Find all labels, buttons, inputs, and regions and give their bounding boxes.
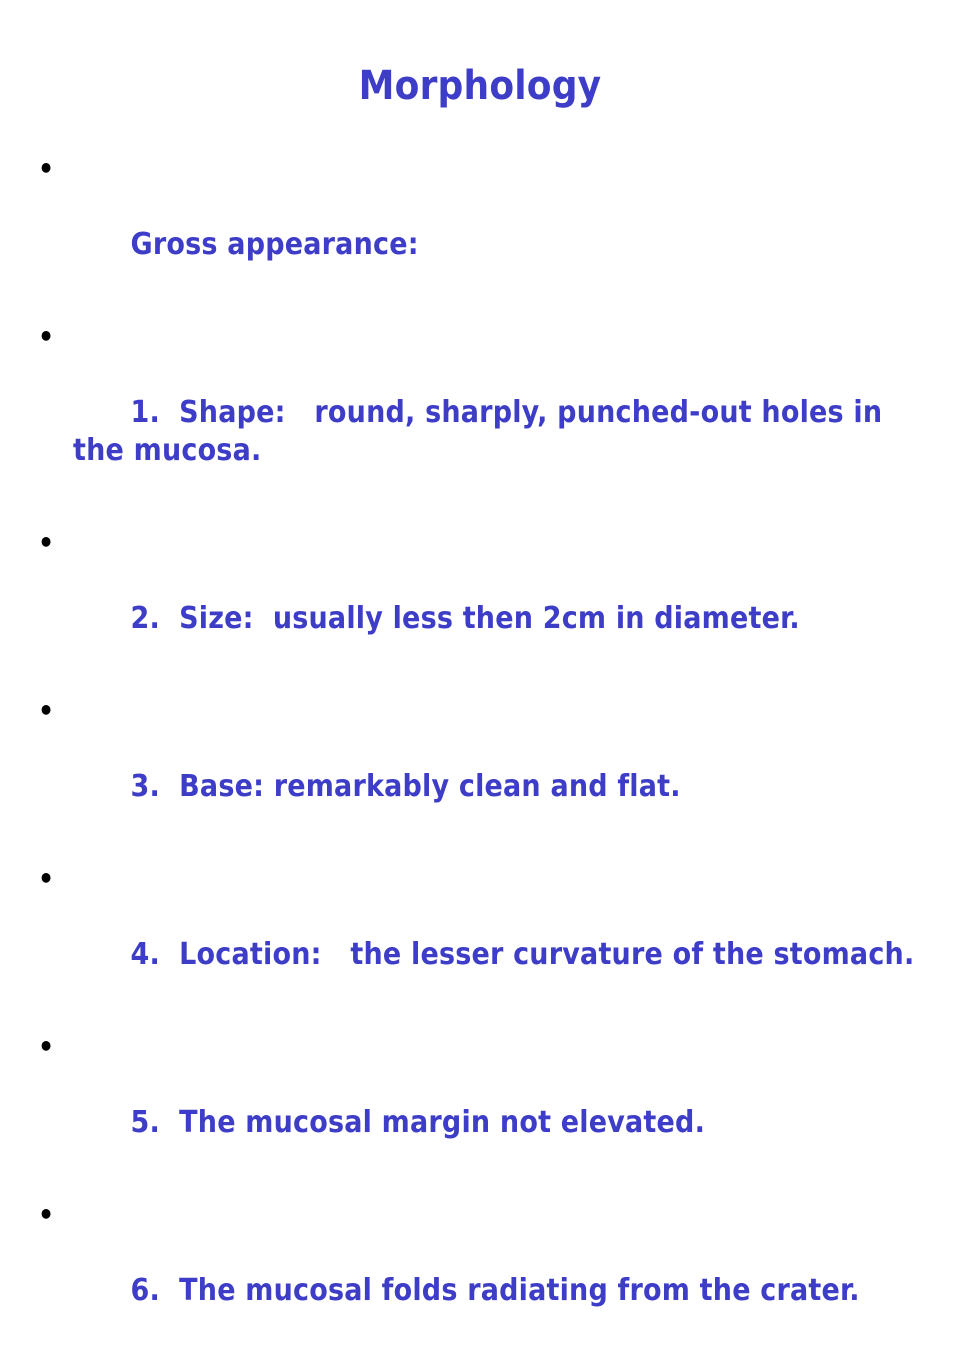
bullet-item — [0, 318, 960, 508]
slide-title: Morphology — [358, 63, 602, 109]
bullet-item — [0, 860, 960, 1012]
bullet-text: 6. The mucosal folds radiating from the crater. — [130, 1273, 860, 1308]
bullet-item — [0, 1196, 960, 1348]
bullet-text: 3. Base: remarkably clean and flat. — [130, 769, 681, 804]
bullet-text: 5. The mucosal margin not elevated. — [130, 1105, 706, 1140]
bullet-text: 4. Location: the lesser curvature of the stomach. — [130, 937, 915, 972]
bullet-list — [0, 150, 960, 1364]
bullet-item — [0, 524, 960, 676]
bullet-text: 1. Shape: round, sharply, punched-out holes in the mucosa. — [73, 395, 892, 468]
bullet-text: 2. Size: usually less then 2cm in diameter. — [130, 601, 800, 636]
bullet-icon: • — [38, 526, 55, 559]
bullet-icon: • — [38, 1030, 55, 1063]
bullet-icon: • — [38, 320, 55, 353]
bullet-icon: • — [38, 862, 55, 895]
bullet-item — [0, 150, 960, 302]
bullet-text: Gross appearance: — [130, 227, 419, 262]
bullet-icon: • — [38, 694, 55, 727]
bullet-icon: • — [38, 1198, 55, 1231]
bullet-item — [0, 1028, 960, 1180]
bullet-item — [0, 692, 960, 844]
bullet-icon: • — [38, 152, 55, 185]
